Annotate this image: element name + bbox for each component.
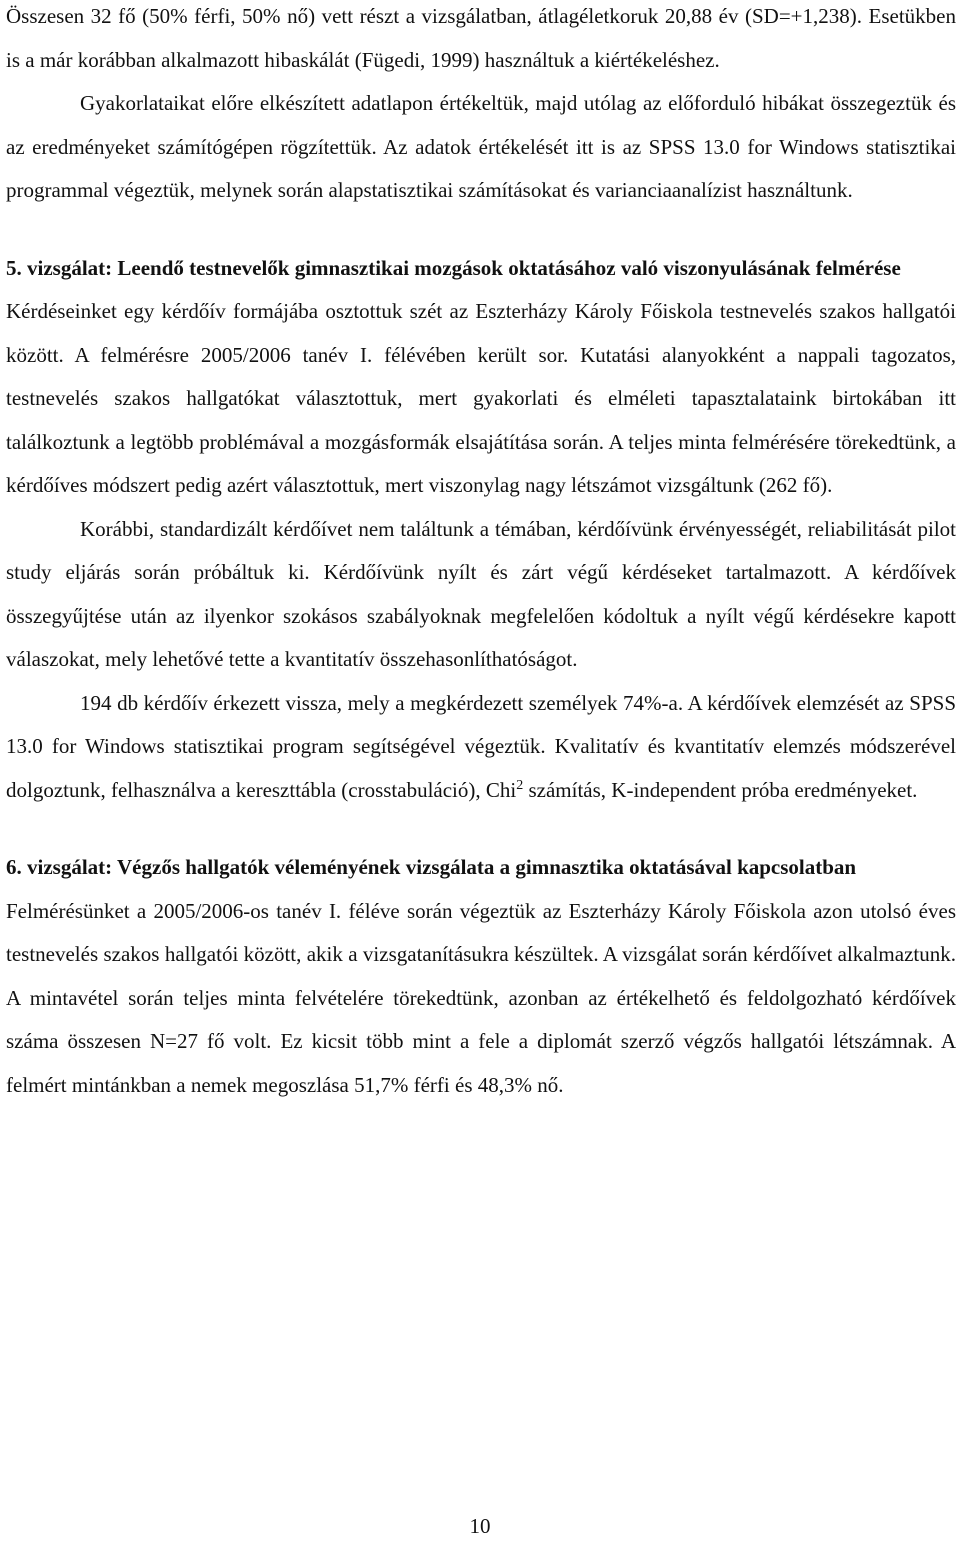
superscript-two: 2 [516, 777, 524, 793]
paragraph-questionnaire-distribution: Kérdéseinket egy kérdőív formájába osztottuk szét az Eszterházy Károly Főiskola testnevelés szakos hallgatói között. A felmérésre 2005/2006 tanév I. félévében került sor. Kutatási alanyokként a nappali tagozatos, testnevelés szakos hallgatókat választottuk, mert gyakorlati és elméleti tapasztalataink birtokában itt találkoztunk a legtöbb problémával a mozgásformák elsajátítása során. A teljes minta felmérésére törekedtünk, a kérdőíves módszert pedig azért választottuk, mert viszonylag nagy létszámot vizsgáltunk (262 fő). [6, 299, 956, 497]
results-text-main: 194 db kérdőív érkezett vissza, mely a megkérdezett személyek 74%-a. A kérdőívek elemzését az SPSS 13.0 for Windows statisztikai program segítségével végeztük. Kvalitatív és kvantitatív elemzés módszerével dolgoztunk, felhasználva a kereszttábla (crosstabuláció), Chi [6, 690, 956, 802]
paragraph-questionnaire-validation: Korábbi, standardizált kérdőívet nem találtunk a témában, kérdőívünk érvényességét, reliabilitását pilot study eljárás során próbáltuk ki. Kérdőívünk nyílt és zárt végű kérdéseket tartalmazott. A kérdőívek összegyűjtése után az ilyenkor szokásos szabályoknak megfelelően kódoltuk a nyílt végű kérdésekre kapott válaszokat, mely lehetővé tette a kvantitatív összehasonlíthatóságot. [6, 516, 956, 671]
paragraph-evaluation-method: Gyakorlataikat előre elkészített adatlapon értékeltük, majd utólag az előforduló hibákat összegeztük és az eredményeket számítógépen rögzítettük. Az adatok értékelését itt is az SPSS 13.0 for Windows statisztikai programmal végeztük, melynek során alapstatisztikai számításokat és varianciaanalízist használtunk. [6, 91, 956, 202]
paragraph-sample-description: Összesen 32 fő (50% férfi, 50% nő) vett részt a vizsgálatban, átlagéletkoruk 20,88 év (SD=+1,238). Esetükben is a már korábban alkalmazott hibaskálát (Fügedi, 1999) használtuk a kiértékeléshez. [6, 4, 956, 72]
paragraph-results-analysis [6, 682, 956, 813]
heading-study-5: 5. vizsgálat: Leendő testnevelők gimnasztikai mozgások oktatásához való viszonyulásának felmérése [6, 255, 901, 280]
document-page [6, 0, 956, 1107]
page-number: 10 [469, 1514, 491, 1538]
paragraph-final-year-survey: Felmérésünket a 2005/2006-os tanév I. féléve során végeztük az Eszterházy Károly Főiskola azon utolsó éves testnevelés szakos hallgatói között, akik a vizsgatanításukra készültek. A vizsgálat során kérdőívet alkalmaztunk. A mintavétel során teljes minta felvételére törekedtünk, azonban az értékelhető és feldolgozható kérdőívek száma összesen N=27 fő volt. Ez kicsit több mint a fele a diplomát szerző végzős hallgatói létszámnak. A felmért mintánkban a nemek megoszlása 51,7% férfi és 48,3% nő. [6, 898, 956, 1097]
heading-study-6: 6. vizsgálat: Végzős hallgatók véleményének vizsgálata a gimnasztika oktatásával kapcsolatban [6, 855, 857, 879]
results-text-end: számítás, K-independent próba eredményeket. [523, 777, 918, 802]
section-spacer [6, 213, 956, 247]
section-spacer [6, 812, 956, 846]
